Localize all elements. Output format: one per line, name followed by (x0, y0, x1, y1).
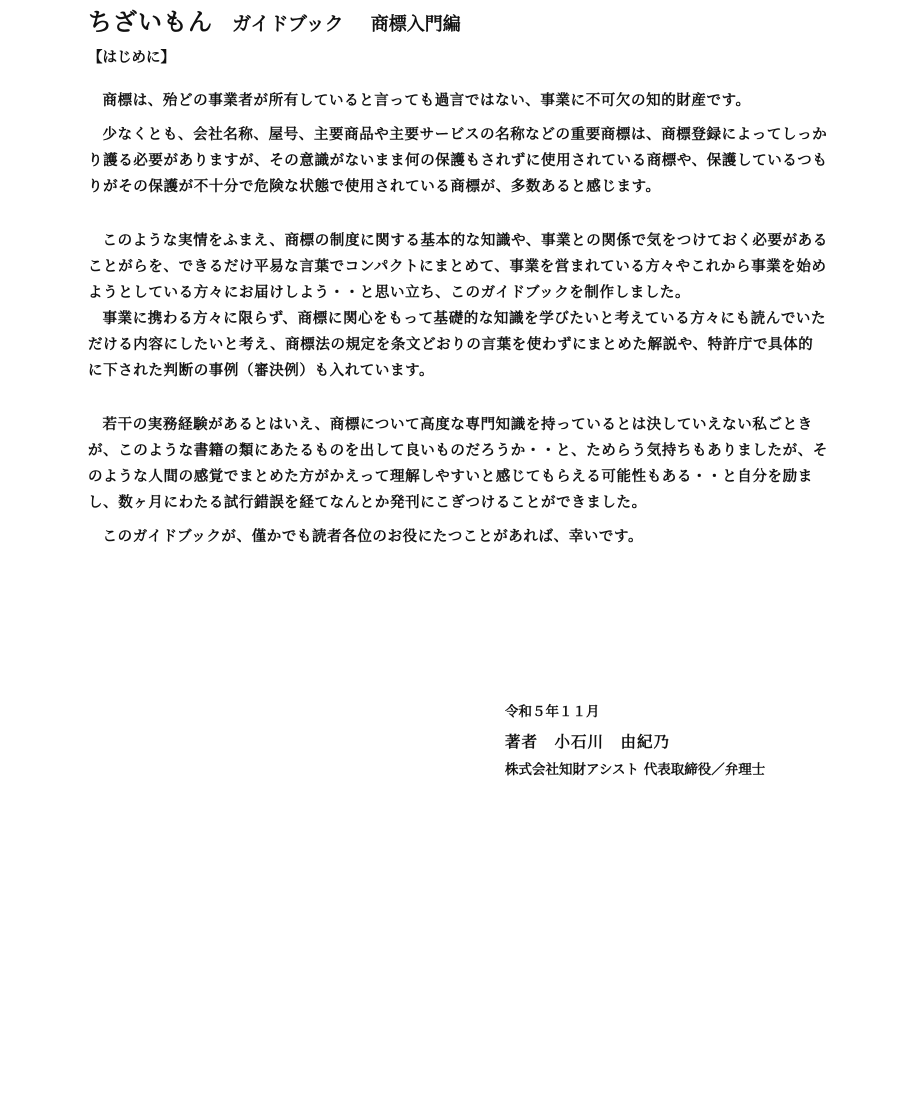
intro-body (88, 88, 828, 550)
edition-title: 商標入門編 (370, 14, 461, 35)
document-header (88, 2, 461, 36)
paragraph: 商標は、殆どの事業者が所有していると言っても過言ではない、事業に不可欠の知的財産です。 (102, 92, 751, 109)
paragraph: このガイドブックが、僅かでも読者各位のお役にたつことがあれば、幸いです。 (102, 528, 644, 545)
signature-company: 株式会社知財アシスト 代表取締役／弁理士 (505, 762, 766, 778)
signature-date: 令和５年１１月 (505, 704, 600, 720)
paragraph: このような実情をふまえ、商標の制度に関する基本的な知識や、事業との関係で気をつけておく必要があることがらを、できるだけ平易な言葉でコンパクトにまとめて、事業を営まれている方々やこれから事業を始めようとしている方々にお届けしよう・・と思い立ち、このガイドブックを制作しました。 (88, 232, 828, 301)
signature-block (505, 700, 765, 778)
guidebook-label: ガイドブック (232, 13, 344, 35)
brand-logo-text: ちざいもん (88, 8, 213, 36)
paragraph: 少なくとも、会社名称、屋号、主要商品や主要サービスの名称などの重要商標は、商標登録によってしっかり護る必要がありますが、その意識がないまま何の保護もされずに使用されている商標や、保護しているつもりがその保護が不十分で危険な状態で使用されている商標が、多数あると感じます。 (88, 126, 828, 195)
paragraph: 事業に携わる方々に限らず、商標に関心をもって基礎的な知識を学びたいと考えている方々にも読んでいただける内容にしたいと考え、商標法の規定を条文どおりの言葉を使わずにまとめた解説や、特許庁で具体的に下された判断の事例（審決例）も入れています。 (88, 310, 827, 379)
paragraph: 若干の実務経験があるとはいえ、商標について高度な専門知識を持っているとは決していえない私ごときが、このような書籍の類にあたるものを出して良いものだろうか・・と、ためらう気持ちもありましたが、そのような人間の感覚でまとめた方がかえって理解しやすいと感じてもらえる可能性もある・・と自分を励まし、数ヶ月にわたる試行錯誤を経てなんとか発刊にこぎつけることができました。 (88, 416, 828, 511)
signature-author: 著者 小石川 由紀乃 (505, 732, 671, 751)
section-heading: 【はじめに】 (88, 49, 175, 66)
